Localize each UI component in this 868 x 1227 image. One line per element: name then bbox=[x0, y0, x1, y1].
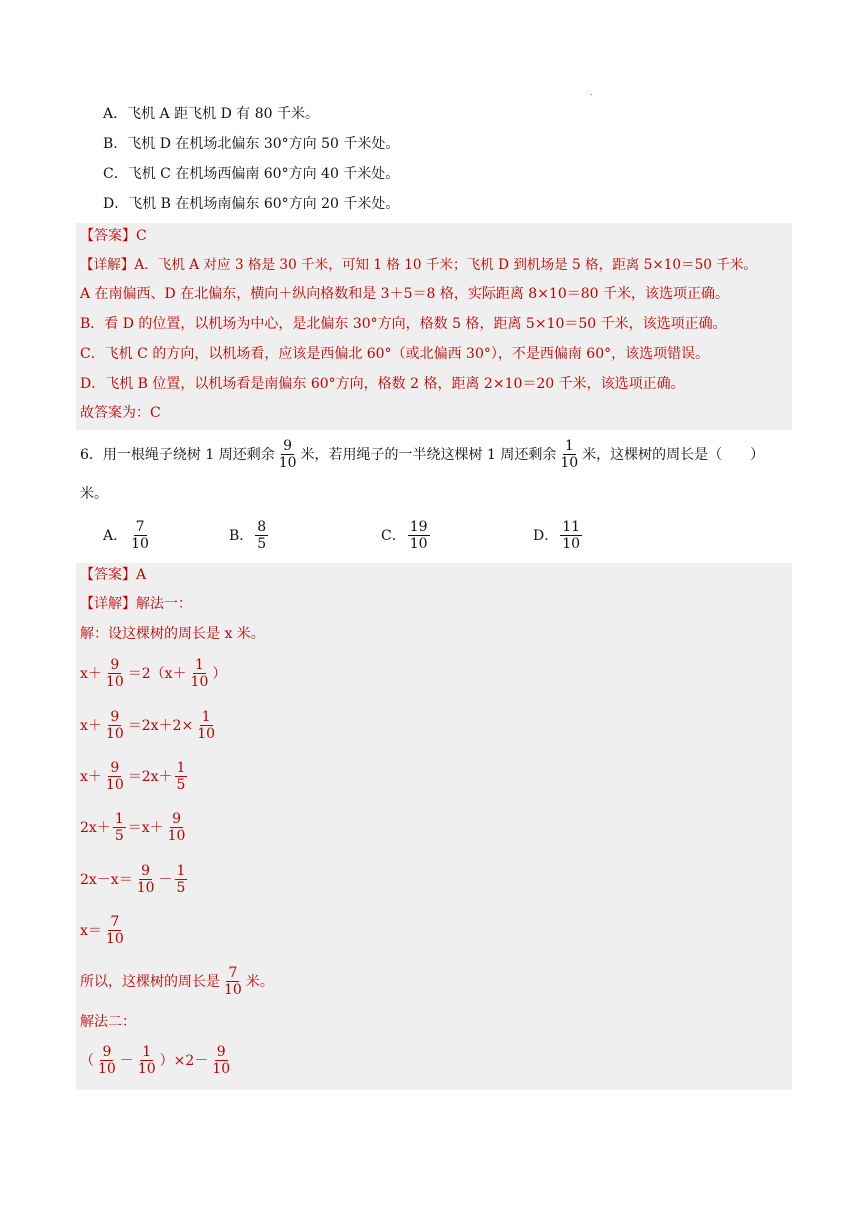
equation-fraction bbox=[135, 863, 157, 896]
q5-detail-line: B．看 D 的位置，以机场为中心，是北偏东 30°方向，格数 5 格，距离 5×10＝50 千米，该选项正确。 bbox=[80, 316, 727, 332]
q6-question bbox=[80, 434, 764, 474]
q6-let-statement: 解：设这棵树的周长是 x 米。 bbox=[80, 626, 265, 642]
equation-fraction bbox=[104, 914, 126, 947]
equation-text: ＝2x＋ bbox=[127, 769, 173, 785]
fraction-denominator: 10 bbox=[105, 776, 124, 793]
fraction-denominator: 10 bbox=[190, 673, 209, 690]
fraction-denominator: 10 bbox=[167, 827, 186, 844]
fraction-denominator: 10 bbox=[560, 454, 579, 471]
fraction-numerator: 8 bbox=[257, 518, 267, 535]
fraction-numerator: 9 bbox=[110, 656, 120, 673]
page-mark: . bbox=[590, 88, 593, 97]
q6-option-a bbox=[103, 515, 153, 555]
equation-fraction bbox=[96, 1044, 118, 1077]
q6-fraction-1 bbox=[277, 438, 299, 471]
fraction-numerator: 7 bbox=[110, 913, 120, 930]
fraction-denominator: 10 bbox=[98, 1060, 116, 1077]
fraction-denominator: 10 bbox=[212, 1060, 231, 1077]
equation-text: x＋ bbox=[80, 718, 102, 734]
option-label: A． bbox=[103, 528, 128, 544]
equation-step-5 bbox=[80, 859, 189, 899]
fraction-numerator: 1 bbox=[176, 862, 186, 879]
equation-text: － bbox=[158, 872, 173, 888]
equation-step-2 bbox=[80, 705, 219, 745]
option-fraction bbox=[408, 519, 430, 552]
option-label: C． bbox=[381, 528, 406, 544]
fraction-numerator: 1 bbox=[142, 1043, 152, 1060]
equation-text: ）×2－ bbox=[159, 1053, 209, 1069]
fraction-numerator: 19 bbox=[409, 518, 428, 535]
fraction-numerator: 11 bbox=[562, 518, 581, 535]
fraction-numerator: 9 bbox=[172, 810, 182, 827]
fraction-numerator: 1 bbox=[114, 810, 124, 827]
equation-fraction bbox=[175, 760, 188, 793]
equation-text: （ bbox=[80, 1053, 94, 1069]
equation-step-1 bbox=[80, 653, 226, 693]
equation-fraction bbox=[195, 709, 217, 742]
q6-method1-heading: 【详解】解法一： bbox=[80, 596, 192, 612]
fraction-numerator: 7 bbox=[228, 964, 238, 981]
equation-fraction bbox=[175, 863, 188, 896]
fraction-denominator: 10 bbox=[136, 879, 155, 896]
q6-text-1: 6．用一根绳子绕树 1 周还剩余 bbox=[80, 447, 275, 463]
prev-option-b: B．飞机 D 在机场北偏东 30°方向 50 千米处。 bbox=[103, 136, 400, 152]
equation-fraction bbox=[166, 811, 188, 844]
equation-text: ＝2（x＋ bbox=[127, 666, 187, 682]
q6-option-c bbox=[381, 515, 432, 555]
equation-step-4 bbox=[80, 807, 189, 847]
equation-fraction bbox=[104, 760, 126, 793]
equation-text: x＋ bbox=[80, 769, 102, 785]
conclusion bbox=[80, 961, 274, 1001]
fraction-denominator: 10 bbox=[105, 725, 124, 742]
fraction-denominator: 5 bbox=[176, 879, 186, 896]
equation-text: x＝ bbox=[80, 923, 102, 939]
fraction-denominator: 10 bbox=[105, 930, 124, 947]
option-fraction bbox=[560, 519, 582, 552]
fraction-numerator: 7 bbox=[135, 518, 145, 535]
fraction-numerator: 9 bbox=[110, 759, 120, 776]
option-fraction bbox=[129, 519, 151, 552]
prev-option-d: D．飞机 B 在机场南偏东 60°方向 20 千米处。 bbox=[103, 196, 400, 212]
q6-answer: 【答案】A bbox=[80, 567, 147, 583]
fraction-numerator: 9 bbox=[110, 708, 120, 725]
q5-detail-line: 故答案为：C bbox=[80, 405, 161, 421]
equation-text: ＝x＋ bbox=[127, 820, 164, 836]
fraction-denominator: 10 bbox=[137, 1060, 156, 1077]
q5-detail-line: D．飞机 B 位置，以机场看是南偏东 60°方向，格数 2 格，距离 2×10＝20 千米，该选项正确。 bbox=[80, 376, 685, 392]
q6-option-b bbox=[229, 515, 270, 555]
fraction-denominator: 10 bbox=[224, 981, 242, 998]
fraction-numerator: 1 bbox=[564, 437, 574, 454]
option-label: B． bbox=[229, 528, 254, 544]
prev-option-a: A．飞机 A 距飞机 D 有 80 千米。 bbox=[103, 106, 319, 122]
q5-detail-line: 【详解】A．飞机 A 对应 3 格是 30 千米，可知 1 格 10 千米；飞机 D 到机场是 5 格，距离 5×10＝50 千米。 bbox=[80, 257, 758, 273]
fraction-denominator: 10 bbox=[197, 725, 216, 742]
q6-option-d bbox=[533, 515, 584, 555]
equation-fraction bbox=[104, 657, 126, 690]
fraction-denominator: 10 bbox=[131, 535, 149, 552]
q6-text-3: 米，这棵树的周长是（ ） bbox=[582, 447, 765, 463]
fraction-numerator: 9 bbox=[141, 862, 151, 879]
equation-text: 2x＋ bbox=[80, 820, 111, 836]
equation-text: 2x－x＝ bbox=[80, 872, 133, 888]
fraction-numerator: 1 bbox=[195, 656, 204, 673]
fraction-numerator: 9 bbox=[102, 1043, 112, 1060]
equation-fraction bbox=[210, 1044, 232, 1077]
fraction-numerator: 9 bbox=[216, 1043, 226, 1060]
fraction-denominator: 10 bbox=[278, 454, 297, 471]
q5-detail-line: C．飞机 C 的方向，以机场看，应该是西偏北 60°（或北偏西 30°），不是西偏南 60°，该选项错误。 bbox=[80, 346, 710, 362]
fraction-denominator: 10 bbox=[562, 535, 581, 552]
option-label: D． bbox=[533, 528, 559, 544]
fraction-numerator: 9 bbox=[283, 437, 293, 454]
fraction-numerator: 1 bbox=[176, 759, 186, 776]
fraction-denominator: 5 bbox=[257, 535, 267, 552]
q6-method2-heading: 解法二： bbox=[80, 1014, 136, 1030]
q6-fraction-2 bbox=[558, 438, 580, 471]
fraction-denominator: 10 bbox=[105, 673, 124, 690]
q6-text-2: 米，若用绳子的一半绕这棵树 1 周还剩余 bbox=[300, 447, 557, 463]
q5-detail-line: A 在南偏西、D 在北偏东，横向＋纵向格数和是 3＋5＝8 格，实际距离 8×10＝80 千米，该选项正确。 bbox=[80, 286, 730, 302]
fraction-denominator: 10 bbox=[409, 535, 428, 552]
equation-fraction bbox=[222, 965, 244, 998]
prev-option-c: C．飞机 C 在机场西偏南 60°方向 40 千米处。 bbox=[103, 166, 400, 182]
equation-text: x＋ bbox=[80, 666, 102, 682]
equation-step-3 bbox=[80, 756, 189, 796]
equation-text: ＝2x＋2× bbox=[127, 718, 194, 734]
fraction-numerator: 1 bbox=[201, 708, 211, 725]
fraction-denominator: 5 bbox=[176, 776, 186, 793]
fraction-denominator: 5 bbox=[114, 827, 124, 844]
equation-fraction bbox=[104, 709, 126, 742]
equation-fraction bbox=[189, 657, 211, 690]
equation-text: 米。 bbox=[245, 974, 274, 990]
equation-method2 bbox=[80, 1040, 234, 1080]
equation-fraction bbox=[113, 811, 126, 844]
equation-step-6 bbox=[80, 910, 128, 950]
q6-text-4: 米。 bbox=[80, 486, 108, 502]
q5-answer: 【答案】C bbox=[80, 228, 147, 244]
equation-fraction bbox=[136, 1044, 158, 1077]
option-fraction bbox=[255, 519, 268, 552]
equation-text: 所以，这棵树的周长是 bbox=[80, 974, 220, 990]
equation-text: － bbox=[119, 1053, 134, 1069]
equation-text: ） bbox=[212, 666, 227, 682]
